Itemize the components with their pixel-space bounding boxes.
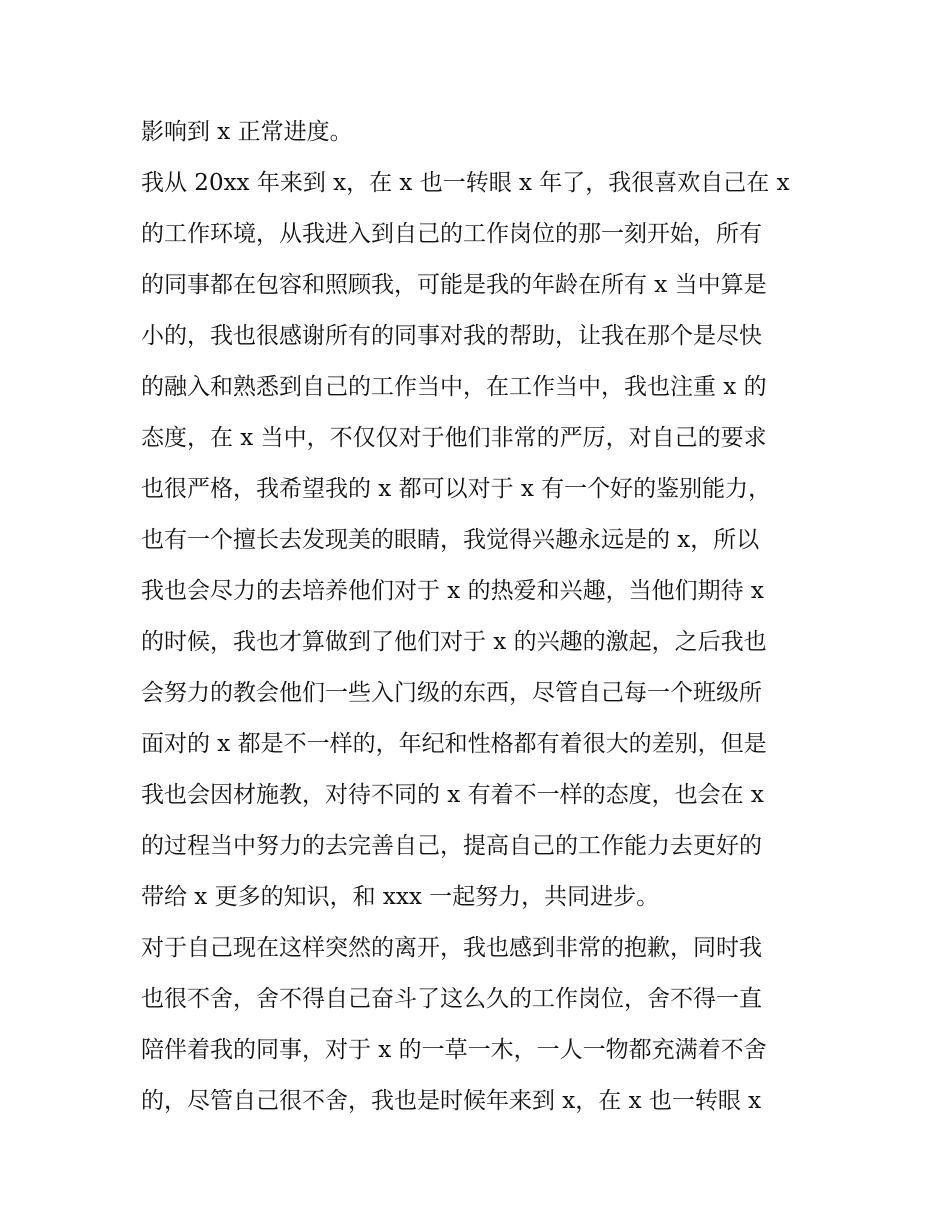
text-line: 的，尽管自己很不舍，我也是时候年来到 x，在 x 也一转眼 x: [141, 1088, 762, 1114]
text-line: 带给 x 更多的知识，和 xxx 一起努力，共同进步。: [141, 884, 660, 910]
text-line: 也有一个擅长去发现美的眼睛，我觉得兴趣永远是的 x，所以: [141, 527, 760, 553]
text-line: 我也会因材施教，对待不同的 x 有着不一样的态度，也会在 x: [141, 782, 764, 808]
text-line: 的融入和熟悉到自己的工作当中，在工作当中，我也注重 x 的: [141, 374, 767, 400]
text-line: 的时候，我也才算做到了他们对于 x 的兴趣的激起，之后我也: [141, 629, 767, 655]
text-line: 的过程当中努力的去完善自己，提高自己的工作能力去更好的: [141, 833, 762, 859]
text-line: 我也会尽力的去培养他们对于 x 的热爱和兴趣，当他们期待 x: [141, 578, 764, 604]
text-line: 影响到 x 正常进度。: [141, 119, 353, 145]
text-line: 面对的 x 都是不一样的，年纪和性格都有着很大的差别，但是: [141, 731, 767, 757]
text-line: 的工作环境，从我进入到自己的工作岗位的那一刻开始，所有: [141, 221, 762, 247]
document-body: [141, 107, 821, 1127]
text-line: 也很不舍，舍不得自己奋斗了这么久的工作岗位，舍不得一直: [141, 986, 762, 1012]
text-line: 的同事都在包容和照顾我，可能是我的年龄在所有 x 当中算是: [141, 272, 767, 298]
text-line: 态度，在 x 当中，不仅仅对于他们非常的严厉，对自己的要求: [141, 425, 767, 451]
text-line: 对于自己现在这样突然的离开，我也感到非常的抱歉，同时我: [141, 935, 762, 961]
text-line: 陪伴着我的同事，对于 x 的一草一木，一人一物都充满着不舍: [141, 1037, 767, 1063]
text-line: 小的，我也很感谢所有的同事对我的帮助，让我在那个是尽快: [141, 323, 762, 349]
text-line: 会努力的教会他们一些入门级的东西，尽管自己每一个班级所: [141, 680, 762, 706]
text-line: 也很严格，我希望我的 x 都可以对于 x 有一个好的鉴别能力，: [141, 476, 772, 502]
text-line: 我从 20xx 年来到 x，在 x 也一转眼 x 年了，我很喜欢自己在 x: [141, 170, 790, 196]
